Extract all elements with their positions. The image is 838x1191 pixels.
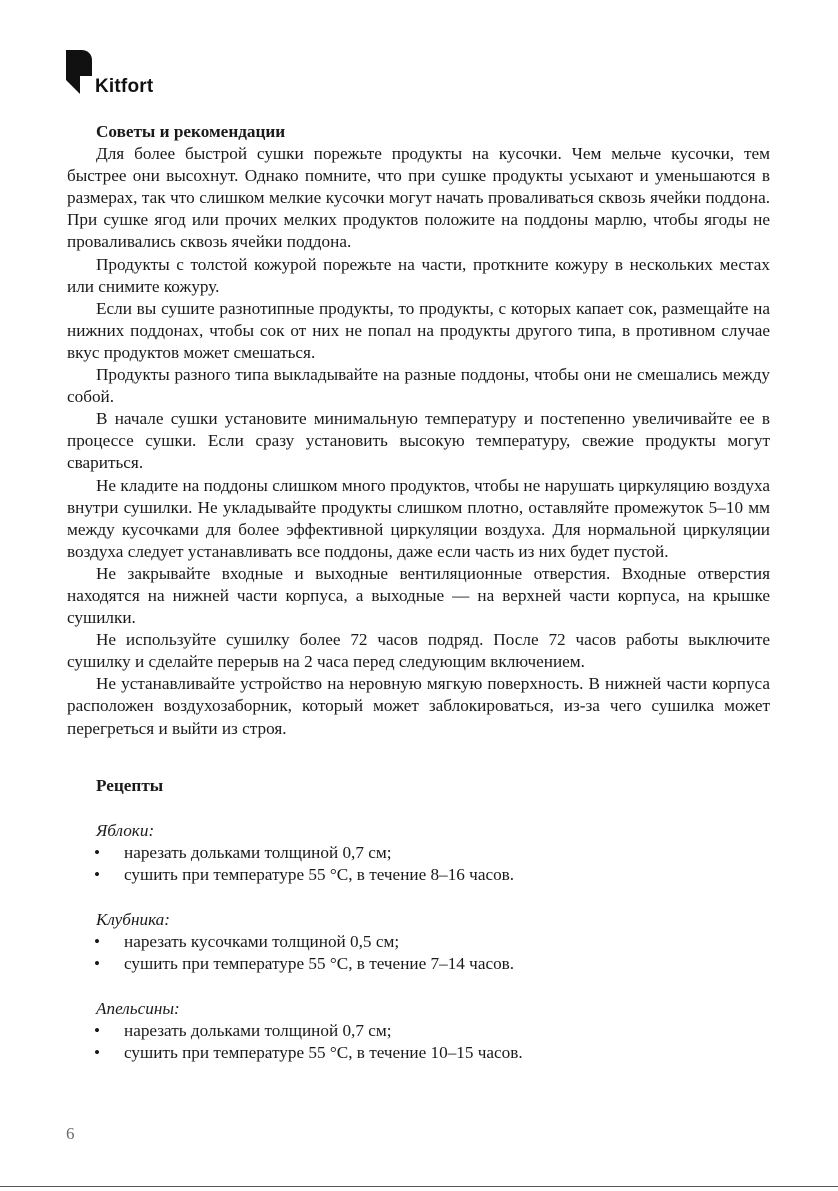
recipe-step: сушить при температуре 55 °С, в течение 7–14 часов. (124, 954, 515, 974)
list-item (67, 931, 770, 953)
brand-name: Kitfort (95, 76, 154, 97)
tips-paragraph: В начале сушки установите минимальную температуру и постепенно увеличивайте ее в процессе сушки. Если сразу установить высокую температуру, свежие продукты могут свариться. (67, 409, 770, 473)
list-item (67, 864, 770, 886)
bullet-icon: • (94, 1043, 101, 1063)
recipe-step: нарезать дольками толщиной 0,7 см; (124, 842, 392, 862)
tips-paragraph: Не кладите на поддоны слишком много продуктов, чтобы не нарушать циркуляцию воздуха внутри сушилки. Не укладывайте продукты слишком плотно, оставляйте промежуток 5–10 мм между кусочками для более эффективной циркуляции воздуха. Для нормальной циркуляции воздуха следует устанавливать все поддоны, даже если часть из них будет пустой. (67, 475, 770, 561)
list-item (67, 1020, 770, 1042)
bullet-icon: • (94, 1021, 101, 1041)
brand-logo (66, 50, 176, 100)
recipe-strawberry (67, 909, 770, 975)
tips-paragraph: Не используйте сушилку более 72 часов подряд. После 72 часов работы выключите сушилку и сделайте перерыв на 2 часа перед следующим включением. (67, 630, 770, 672)
list-item (67, 953, 770, 975)
tips-paragraph: Продукты разного типа выкладывайте на разные поддоны, чтобы они не смешались между собой. (67, 365, 770, 407)
recipe-step: сушить при температуре 55 °С, в течение 8–16 часов. (124, 864, 515, 884)
recipe-steps (67, 1020, 770, 1064)
bullet-icon: • (94, 954, 101, 974)
bullet-icon: • (94, 932, 101, 952)
recipe-name: Апельсины: (96, 999, 180, 1019)
recipe-oranges (67, 998, 770, 1064)
recipe-apples (67, 820, 770, 886)
recipe-step: сушить при температуре 55 °С, в течение 10–15 часов. (124, 1043, 523, 1063)
bullet-icon: • (94, 842, 101, 862)
tips-paragraph: Для более быстрой сушки порежьте продукты на кусочки. Чем мельче кусочки, тем быстрее они высохнут. Однако помните, что при сушке продукты усыхают и уменьшаются в размерах, так что слишком мелкие кусочки могут начать проваливаться сквозь ячейки поддона. При сушке ягод или прочих мелких продуктов положите на поддоны марлю, чтобы ягоды не проваливались сквозь ячейки поддона. (67, 144, 770, 252)
bullet-icon: • (94, 864, 101, 884)
bottom-divider (0, 1186, 838, 1187)
tips-paragraph: Если вы сушите разнотипные продукты, то продукты, с которых капает сок, размещайте на нижних поддонах, чтобы сок от них не попал на продукты другого типа, в противном случае вкус продуктов может смешаться. (67, 298, 770, 362)
page-number: 6 (66, 1124, 75, 1143)
kitfort-flag-icon (66, 50, 92, 96)
recipe-name: Клубника: (96, 910, 171, 929)
recipe-steps (67, 842, 770, 886)
recipes-heading: Рецепты (96, 775, 164, 795)
list-item (67, 1042, 770, 1064)
recipe-name: Яблоки: (96, 820, 155, 840)
recipe-step: нарезать кусочками толщиной 0,5 см; (124, 932, 400, 952)
recipe-steps (67, 931, 770, 975)
tips-paragraph: Продукты с толстой кожурой порежьте на части, проткните кожуру в нескольких местах или снимите кожуру. (67, 254, 770, 296)
main-content (67, 121, 770, 1065)
tips-paragraph: Не устанавливайте устройство на неровную мягкую поверхность. В нижней части корпуса расположен воздухозаборник, который может заблокироваться, из-за чего сушилка может перегреться и выйти из строя. (67, 674, 770, 738)
recipe-step: нарезать дольками толщиной 0,7 см; (124, 1021, 392, 1041)
list-item (67, 842, 770, 864)
tips-heading: Советы и рекомендации (96, 122, 286, 141)
tips-paragraph: Не закрывайте входные и выходные вентиляционные отверстия. Входные отверстия находятся на нижней части корпуса, а выходные — на верхней части корпуса, на крышке сушилки. (67, 563, 770, 628)
